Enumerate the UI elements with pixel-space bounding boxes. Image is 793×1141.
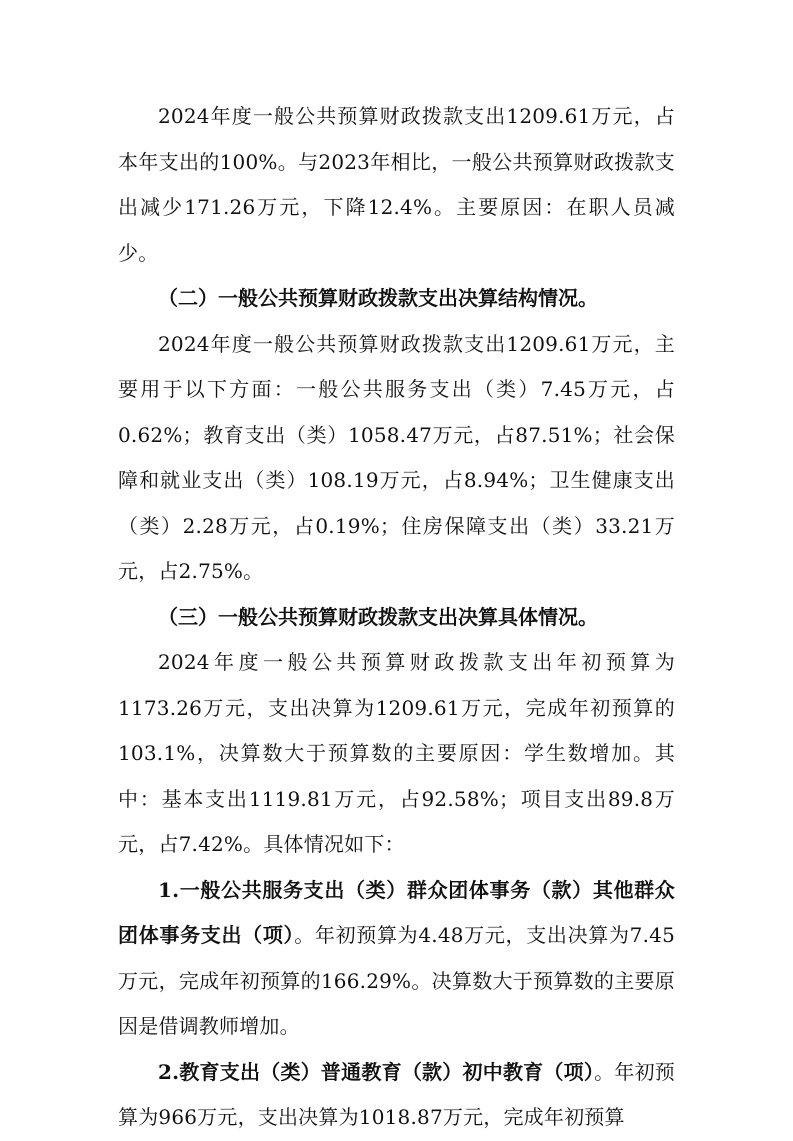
paragraph-item-1 [118, 868, 675, 1050]
paragraph-item-2 [118, 1050, 675, 1141]
section-heading-details: （三）一般公共预算财政拨款支出决算具体情况。 [158, 604, 598, 629]
item-1-text: 。年初预算为4.48万元，支出决算为7.45万元，完成年初预算的166.29%。决算数大于预算数的主要原因是借调教师增加。 [118, 923, 675, 1038]
item-2-text: 。年初预算为966万元，支出决算为1018.87万元，完成年初预算 [118, 1059, 675, 1129]
paragraph-expenditure-structure: 2024年度一般公共预算财政拨款支出1209.61万元，主要用于以下方面：一般公共服务支出（类）7.45万元，占0.62%；教育支出（类）1058.47万元，占87.51%；社会保障和就业支出（类）108.19万元，占8.94%；卫生健康支出（类）2.28万元，占0.19%；住房保障支出（类）33.21万元，占2.75%。 [118, 331, 675, 583]
item-2-title: 2.教育支出（类）普通教育（款）初中教育（项） [158, 1059, 595, 1084]
item-1-title: 1.一般公共服务支出（类）群众团体事务（款）其他群众团体事务支出（项） [118, 877, 675, 947]
paragraph-expenditure-details: 2024年度一般公共预算财政拨款支出年初预算为1173.26万元，支出决算为1209.61万元，完成年初预算的103.1%，决算数大于预算数的主要原因：学生数增加。其中：基本支出1119.81万元，占92.58%；项目支出89.8万元，占7.42%。具体情况如下： [118, 650, 675, 856]
paragraph-expenditure-total: 2024年度一般公共预算财政拨款支出1209.61万元，占本年支出的100%。与2023年相比，一般公共预算财政拨款支出减少171.26万元，下降12.4%。主要原因：在职人员减少。 [118, 104, 675, 265]
section-heading-structure: （二）一般公共预算财政拨款支出决算结构情况。 [158, 286, 598, 310]
